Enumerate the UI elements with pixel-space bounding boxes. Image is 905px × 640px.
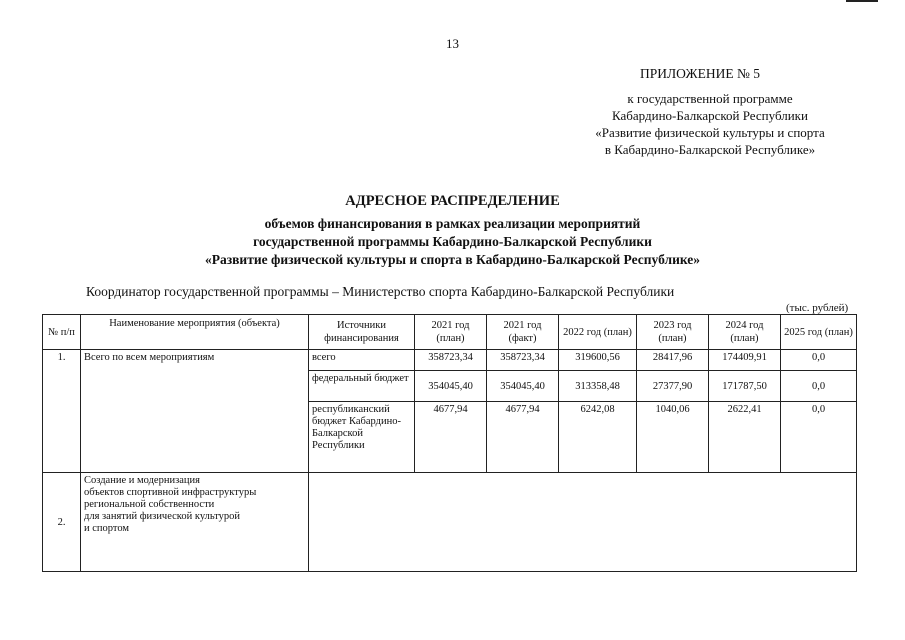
appendix-title: ПРИЛОЖЕНИЕ № 5 [639, 66, 761, 81]
header-2023-plan: 2023 год (план) [637, 315, 709, 350]
header-source: Источники финансирования [309, 315, 415, 350]
subtitle-line: «Развитие физической культуры и спорта в Кабардино-Балкарской Республике» [204, 252, 701, 267]
measure-name: Всего по всем мероприятиям [81, 350, 309, 473]
appendix-description [560, 90, 860, 158]
value-cell: 28417,96 [637, 350, 709, 371]
header-2025-plan: 2025 год (план) [781, 315, 857, 350]
value-cell: 0,0 [781, 402, 857, 473]
measure-name-line: для занятий физической культурой [84, 511, 241, 522]
scan-artifact-mark [846, 0, 878, 2]
subtitle-line: объемов финансирования в рамках реализации мероприятий [264, 216, 641, 231]
subtitle-line: государственной программы Кабардино-Балкарской Республики [253, 234, 652, 249]
value-cell: 0,0 [781, 350, 857, 371]
header-2022-plan: 2022 год (план) [559, 315, 637, 350]
row-number: 1. [43, 350, 81, 473]
table-row [43, 350, 857, 371]
measure-name-line: региональной собственности [84, 499, 215, 510]
value-cell: 6242,08 [559, 402, 637, 473]
units-note: (тыс. рублей) [786, 302, 849, 314]
appendix-line: в Кабардино-Балкарской Республике» [604, 142, 816, 157]
empty-cell [309, 473, 857, 572]
value-cell: 313358,48 [559, 371, 637, 402]
value-cell: 2622,41 [709, 402, 781, 473]
measure-name [81, 473, 309, 572]
document-subtitle [0, 215, 905, 269]
value-cell: 4677,94 [415, 402, 487, 473]
header-2021-plan: 2021 год (план) [415, 315, 487, 350]
appendix-line: к государственной программе [627, 91, 793, 106]
funding-source: республиканский бюджет Кабардино-Балкарской Республики [309, 402, 415, 473]
measure-name-line: и спортом [84, 523, 130, 534]
header-name: Наименование мероприятия (объекта) [81, 315, 309, 350]
row-number: 2. [43, 473, 81, 572]
value-cell: 358723,34 [487, 350, 559, 371]
table-header-row [43, 315, 857, 350]
header-2021-fact: 2021 год (факт) [487, 315, 559, 350]
program-coordinator: Координатор государственной программы – Министерство спорта Кабардино-Балкарской Республики [86, 284, 675, 299]
header-2024-plan: 2024 год (план) [709, 315, 781, 350]
value-cell: 171787,50 [709, 371, 781, 402]
measure-name-line: Создание и модернизация [84, 475, 200, 486]
value-cell: 319600,56 [559, 350, 637, 371]
appendix-line: «Развитие физической культуры и спорта [595, 125, 825, 140]
measure-name-line: объектов спортивной инфраструктуры [84, 487, 257, 498]
page-number: 13 [446, 36, 459, 51]
appendix-line: Кабардино-Балкарской Республики [612, 108, 808, 123]
funding-source: федеральный бюджет [309, 371, 415, 402]
table-row [43, 473, 857, 572]
funding-source: всего [309, 350, 415, 371]
value-cell: 27377,90 [637, 371, 709, 402]
document-title: АДРЕСНОЕ РАСПРЕДЕЛЕНИЕ [345, 193, 560, 209]
value-cell: 354045,40 [415, 371, 487, 402]
value-cell: 4677,94 [487, 402, 559, 473]
value-cell: 358723,34 [415, 350, 487, 371]
value-cell: 0,0 [781, 371, 857, 402]
financing-table [42, 314, 857, 572]
value-cell: 354045,40 [487, 371, 559, 402]
value-cell: 174409,91 [709, 350, 781, 371]
header-num: № п/п [43, 315, 81, 350]
value-cell: 1040,06 [637, 402, 709, 473]
